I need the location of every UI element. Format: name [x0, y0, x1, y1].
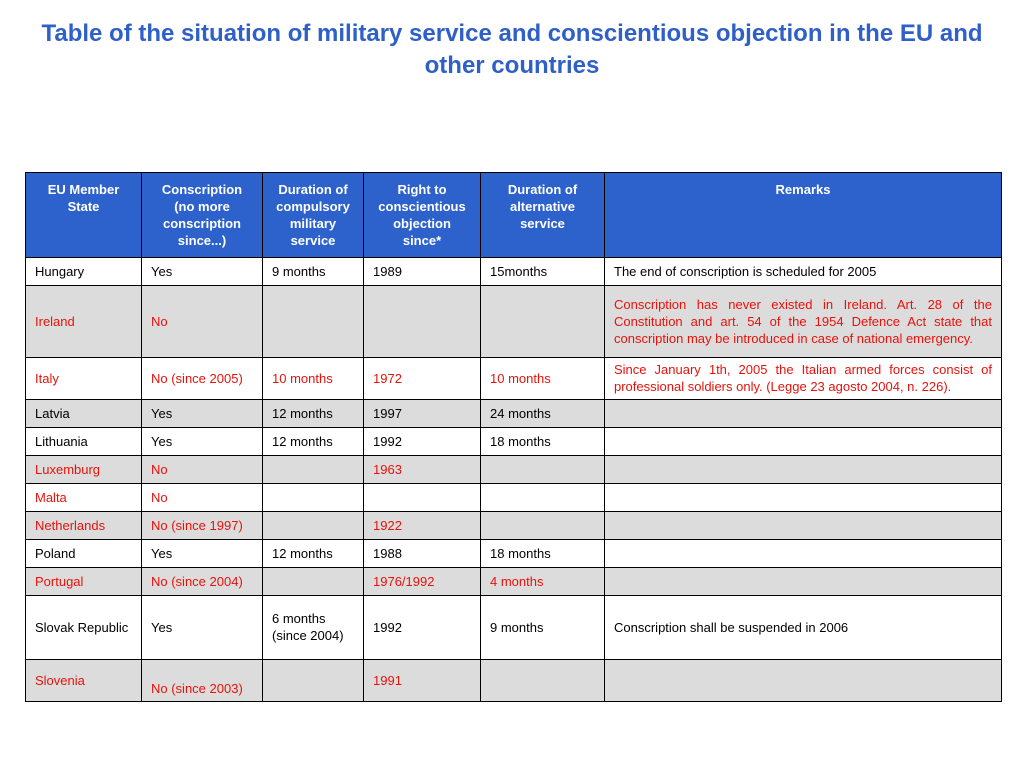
cell-right: 1976/1992	[364, 568, 481, 596]
cell-alternative: 9 months	[481, 596, 605, 660]
cell-remarks	[605, 512, 1002, 540]
cell-right: 1922	[364, 512, 481, 540]
cell-duration	[263, 456, 364, 484]
cell-conscription: No (since 2004)	[142, 568, 263, 596]
table-row	[26, 568, 1002, 596]
header-duration-military-service: Duration of compulsory military service	[263, 173, 364, 258]
cell-state: Latvia	[26, 400, 142, 428]
cell-conscription: No (since 2003)	[142, 660, 263, 702]
cell-remarks	[605, 484, 1002, 512]
cell-state: Luxemburg	[26, 456, 142, 484]
cell-right: 1992	[364, 428, 481, 456]
cell-alternative: 18 months	[481, 540, 605, 568]
cell-remarks: Conscription shall be suspended in 2006	[605, 596, 1002, 660]
cell-alternative	[481, 286, 605, 358]
cell-remarks	[605, 400, 1002, 428]
cell-remarks	[605, 428, 1002, 456]
cell-state: Slovak Republic	[26, 596, 142, 660]
cell-duration: 9 months	[263, 258, 364, 286]
cell-remarks: The end of conscription is scheduled for 2005	[605, 258, 1002, 286]
cell-alternative	[481, 660, 605, 702]
cell-conscription: No	[142, 456, 263, 484]
cell-alternative	[481, 484, 605, 512]
cell-state: Netherlands	[26, 512, 142, 540]
table-row	[26, 596, 1002, 660]
cell-duration	[263, 484, 364, 512]
cell-remarks	[605, 660, 1002, 702]
header-conscription: Conscription (no more conscription since...)	[142, 173, 263, 258]
cell-duration	[263, 568, 364, 596]
table-row	[26, 358, 1002, 400]
cell-state: Slovenia	[26, 660, 142, 702]
cell-conscription: Yes	[142, 258, 263, 286]
header-remarks: Remarks	[605, 173, 1002, 258]
cell-state: Lithuania	[26, 428, 142, 456]
cell-conscription: No	[142, 484, 263, 512]
cell-conscription: No	[142, 286, 263, 358]
header-right-conscientious-objection: Right to conscientious objection since*	[364, 173, 481, 258]
cell-state: Poland	[26, 540, 142, 568]
table-row	[26, 484, 1002, 512]
cell-right: 1997	[364, 400, 481, 428]
cell-duration: 6 months (since 2004)	[263, 596, 364, 660]
cell-alternative: 15months	[481, 258, 605, 286]
cell-duration: 10 months	[263, 358, 364, 400]
cell-right: 1972	[364, 358, 481, 400]
table-row	[26, 286, 1002, 358]
page-title: Table of the situation of military service and conscientious objection in the EU and other countries	[41, 20, 983, 79]
cell-conscription: No (since 2005)	[142, 358, 263, 400]
cell-state: Ireland	[26, 286, 142, 358]
cell-state: Portugal	[26, 568, 142, 596]
cell-right: 1992	[364, 596, 481, 660]
cell-remarks: Conscription has never existed in Ireland. Art. 28 of the Constitution and art. 54 of the 1954 Defence Act state that conscription may be introduced in case of national emergency.	[605, 286, 1002, 358]
header-eu-member-state: EU Member State	[26, 173, 142, 258]
cell-alternative: 4 months	[481, 568, 605, 596]
cell-right: 1963	[364, 456, 481, 484]
cell-alternative: 24 months	[481, 400, 605, 428]
cell-right: 1989	[364, 258, 481, 286]
cell-state: Malta	[26, 484, 142, 512]
table-row	[26, 258, 1002, 286]
cell-remarks	[605, 568, 1002, 596]
cell-right: 1991	[364, 660, 481, 702]
cell-remarks	[605, 456, 1002, 484]
cell-alternative: 10 months	[481, 358, 605, 400]
cell-remarks	[605, 540, 1002, 568]
header-duration-alternative-service: Duration of alternative service	[481, 173, 605, 258]
conscription-table	[25, 172, 1002, 702]
table-header-row	[26, 173, 1002, 258]
cell-duration: 12 months	[263, 540, 364, 568]
cell-alternative: 18 months	[481, 428, 605, 456]
cell-right: 1988	[364, 540, 481, 568]
cell-state: Italy	[26, 358, 142, 400]
cell-duration: 12 months	[263, 428, 364, 456]
table-row	[26, 400, 1002, 428]
cell-alternative	[481, 456, 605, 484]
cell-duration: 12 months	[263, 400, 364, 428]
cell-duration	[263, 660, 364, 702]
cell-conscription: Yes	[142, 400, 263, 428]
cell-alternative	[481, 512, 605, 540]
cell-conscription: Yes	[142, 596, 263, 660]
cell-right	[364, 484, 481, 512]
cell-duration	[263, 512, 364, 540]
table-row	[26, 456, 1002, 484]
table-row	[26, 660, 1002, 702]
cell-conscription: No (since 1997)	[142, 512, 263, 540]
table-row	[26, 540, 1002, 568]
cell-right	[364, 286, 481, 358]
cell-state: Hungary	[26, 258, 142, 286]
cell-conscription: Yes	[142, 540, 263, 568]
cell-remarks: Since January 1th, 2005 the Italian armed forces consist of professional soldiers only. (Legge 23 agosto 2004, n. 226).	[605, 358, 1002, 400]
table-row	[26, 512, 1002, 540]
cell-conscription: Yes	[142, 428, 263, 456]
table-row	[26, 428, 1002, 456]
cell-duration	[263, 286, 364, 358]
